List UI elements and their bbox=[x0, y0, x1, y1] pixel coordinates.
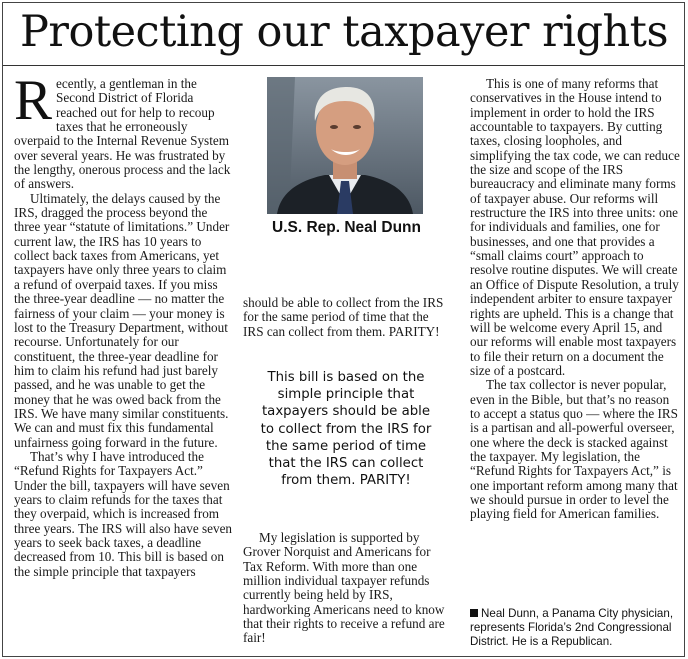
column-3 bbox=[470, 77, 680, 522]
column-1 bbox=[14, 69, 235, 579]
paragraph-7: The tax collector is never popular, even in the Bible, but that’s no reason to accept a status quo — where the IRS is a partisan and all-powerful overseer, one where the deck is stacked against the taxpayer. My legislation, the “Refund Rights for Taxpayers Act,” is one important reform among many that we should pursue in order to level the playing field for American families. bbox=[470, 377, 679, 522]
paragraph-4: should be able to collect from the IRS for the same period of time that the IRS can collect from them. PARITY! bbox=[243, 295, 444, 339]
column-2 bbox=[243, 296, 450, 339]
headline-rule bbox=[3, 65, 684, 66]
drop-cap: R bbox=[14, 69, 53, 132]
photo-caption: U.S. Rep. Neal Dunn bbox=[272, 219, 421, 236]
author-photo bbox=[267, 77, 423, 214]
author-bio-text: Neal Dunn, a Panama City physician, represents Florida’s 2nd Congressional District. He is a Republican. bbox=[470, 607, 674, 648]
portrait-illustration bbox=[267, 77, 423, 214]
author-bio bbox=[470, 607, 682, 649]
paragraph-1-text: ecently, a gentleman in the Second District of Florida reached out for help to recoup taxes that he erroneously overpaid to the Internal Revenue System over several years. He was frustrated by the lengthy, onerous process and the lack of answers. bbox=[14, 76, 231, 192]
paragraph-5: My legislation is supported by Grover Norquist and Americans for Tax Reform. With more than one million individual taxpayer refunds currently being held by IRS, hardworking Americans need to know that their rights to receive a refund are fair! bbox=[243, 530, 445, 646]
headline: Protecting our taxpayer rights bbox=[19, 7, 669, 57]
column-2-lower bbox=[243, 531, 450, 646]
paragraph-1 bbox=[14, 69, 235, 192]
pull-quote: This bill is based on the simple principle that taxpayers should be able to collect from the IRS for the same period of time that the IRS can collect from them. PARITY! bbox=[260, 370, 432, 489]
bullet-square-icon bbox=[470, 609, 478, 617]
paragraph-2: Ultimately, the delays caused by the IRS, dragged the process beyond the three year “statute of limitations.” Under current law, the IRS has 10 years to collect back taxes from Americans, yet taxpayers have only three years to claim a refund of overpaid taxes. If you miss the three-year deadline — no matter the fairness of your claim — your money is lost to the Treasury Department, without recourse. Unfortunately for our constituent, the three-year deadline for him to claim his refund had just barely passed, and he was unable to get the money that he was owed back from the IRS. We have many similar constituents. We can and must fix this fundamental unfairness going forward in the future. bbox=[14, 190, 230, 450]
paragraph-6: This is one of many reforms that conservatives in the House intend to implement in order to hold the IRS accountable to taxpayers. By cutting taxes, closing loopholes, and simplifying the tax code, we can reduce the size and scope of the IRS bureaucracy and eliminate many forms of taxpayer abuse. Our reforms will restructure the IRS into three units: one for individuals and families, one for businesses, and one that provides a “small claims court” approach to resolve routine disputes. We will create an Office of Dispute Resolution, a truly independent arbiter to ensure taxpayer rights are upheld. This is a change that will be welcome every April 15, and our reforms will enable most taxpayers to file their return on a document the size of a postcard. bbox=[470, 76, 680, 378]
paragraph-3: That’s why I have introduced the “Refund Rights for Taxpayers Act.” Under the bill, taxpayers will have seven years to claim refunds for the taxes that they overpaid, which is increased from three years. The IRS will also have seven years to seek back taxes, a deadline decreased from 10. This bill is based on the simple principle that taxpayers bbox=[14, 448, 233, 579]
